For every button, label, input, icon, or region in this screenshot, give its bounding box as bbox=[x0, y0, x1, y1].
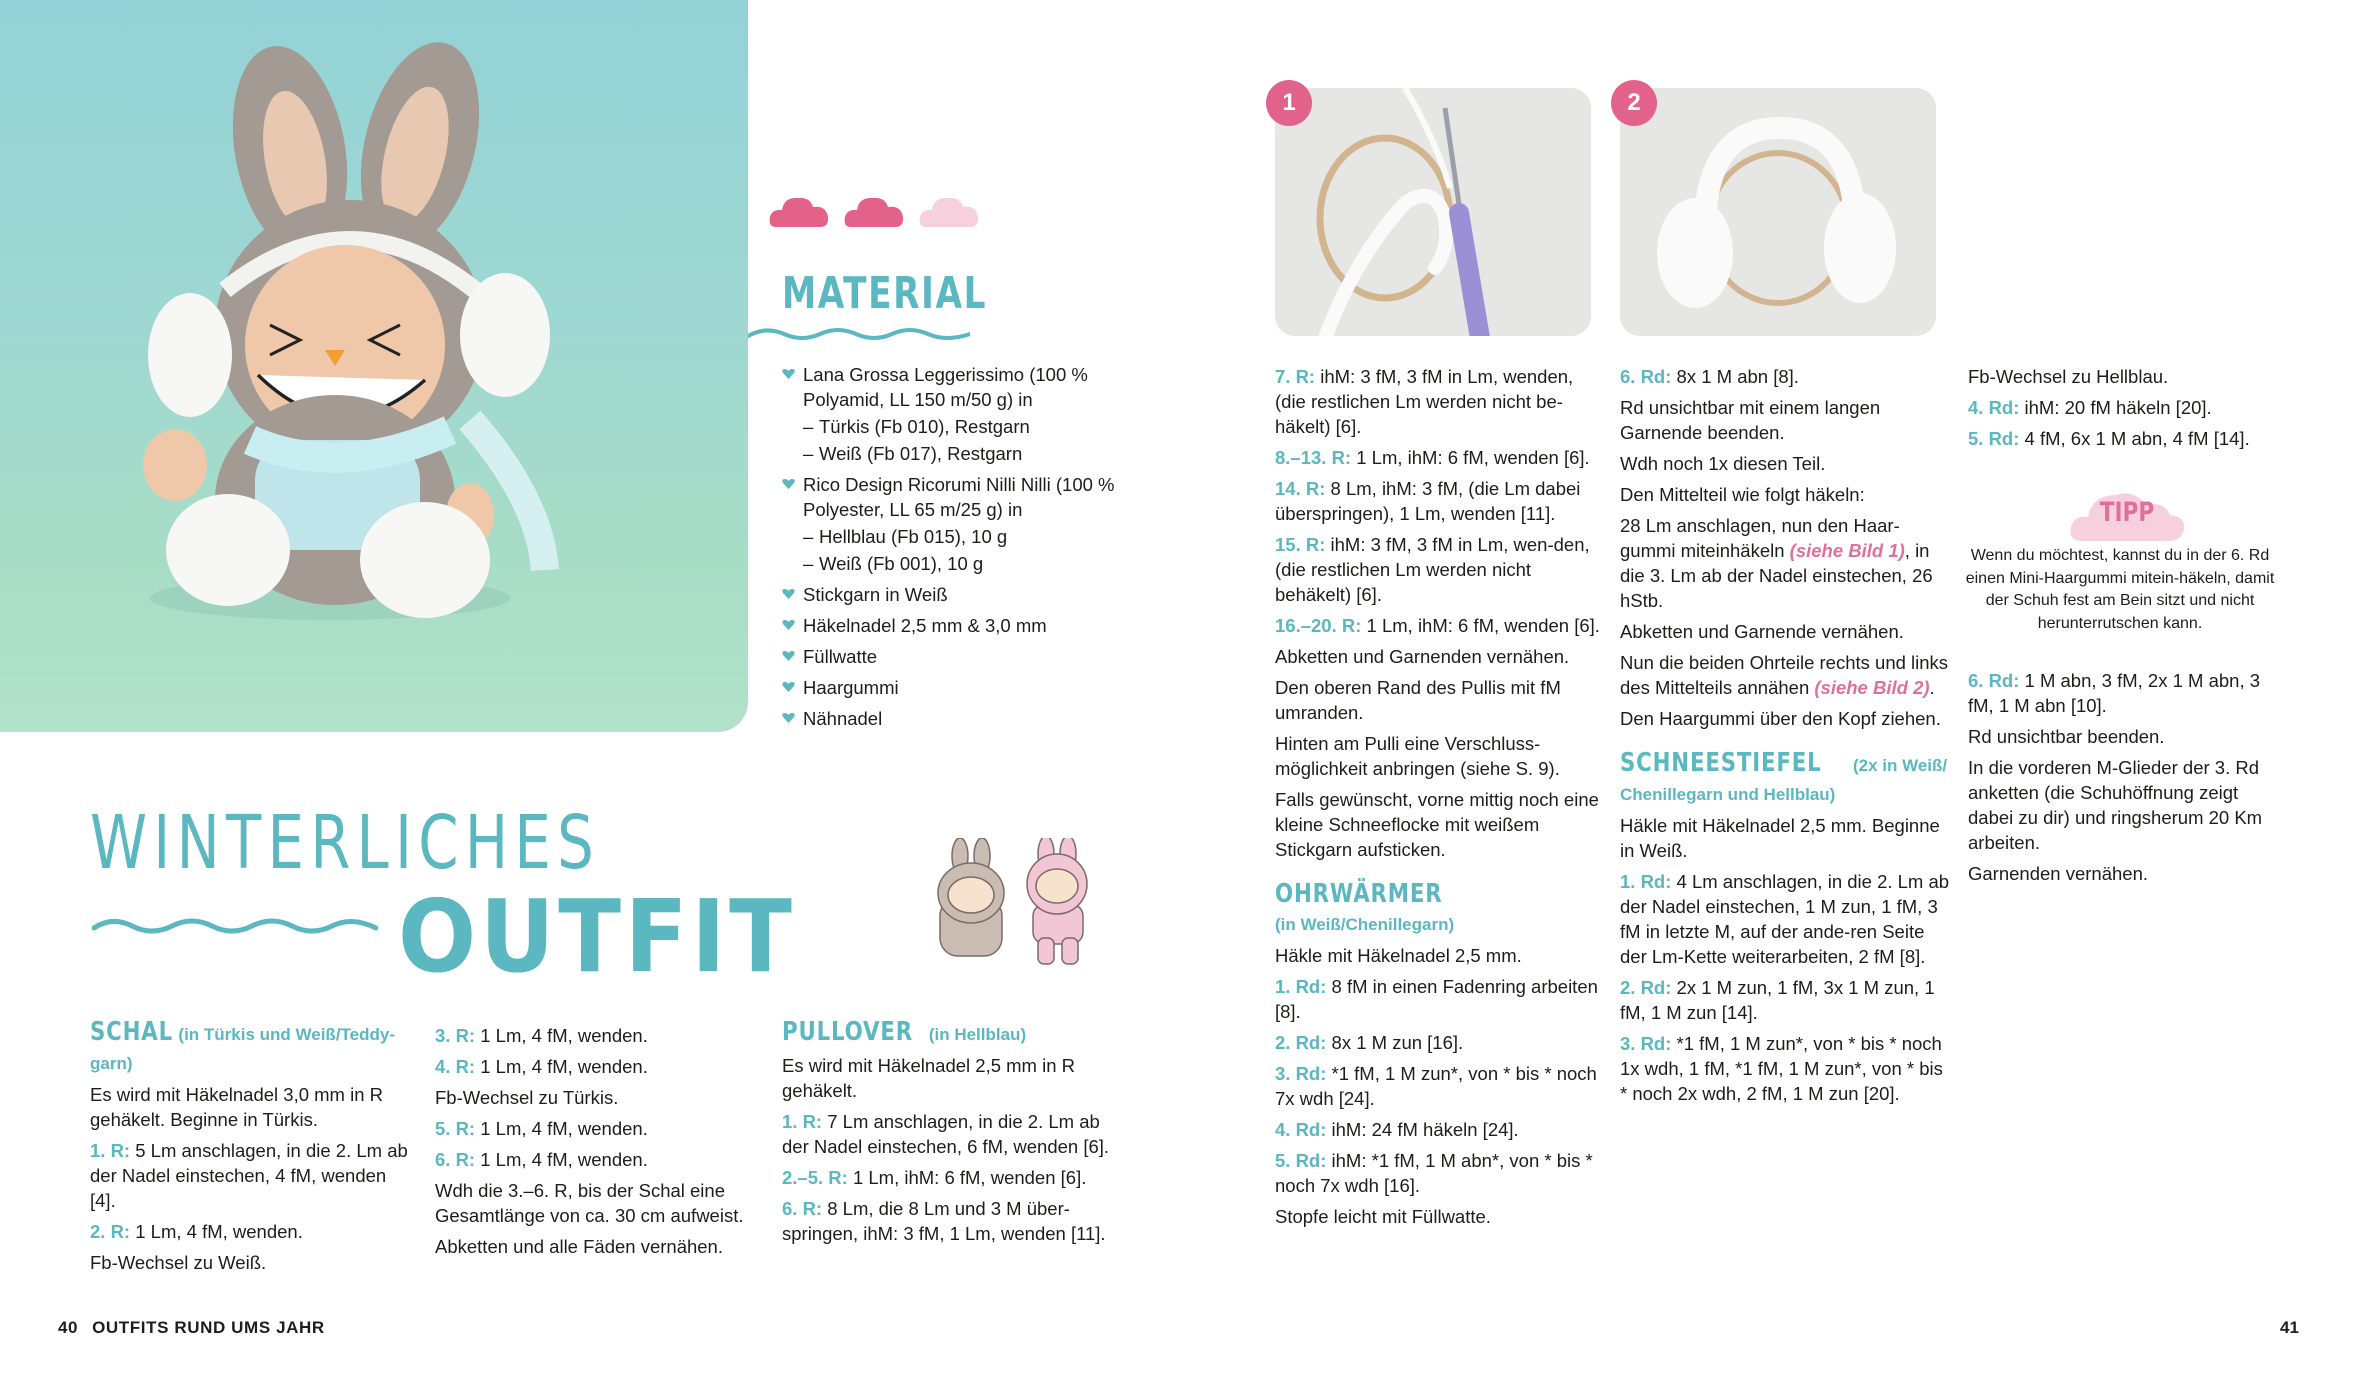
instruction-text: Stopfe leicht mit Füllwatte. bbox=[1275, 1206, 1491, 1227]
instruction-row: 14. R: 8 Lm, ihM: 3 fM, (die Lm dabei überspringen), 1 Lm, wenden [11]. bbox=[1275, 478, 1581, 524]
material-item: Lana Grossa Leggerissimo (100 % Polyamid, LL 150 m/50 g) in – Türkis (Fb 010), Restgarn – Weiß (Fb 017), Restgarn bbox=[782, 362, 1122, 466]
instruction-text: Abketten und Garnenden vernähen. bbox=[1275, 646, 1570, 667]
amigurumi-doll-illustration bbox=[0, 0, 748, 732]
figure-reference-link[interactable]: (siehe Bild 1) bbox=[1789, 540, 1905, 561]
instruction-row: 6. R: 1 Lm, 4 fM, wenden. bbox=[435, 1149, 648, 1170]
section-schneestiefel-cont bbox=[1968, 364, 2288, 457]
instruction-text: Häkle mit Häkelnadel 2,5 mm. bbox=[1275, 945, 1522, 966]
running-footer bbox=[58, 1318, 325, 1338]
instruction-text: Den oberen Rand des Pullis mit fM umranden. bbox=[1275, 677, 1561, 723]
material-item: Füllwatte bbox=[782, 644, 1122, 669]
wave-divider bbox=[92, 914, 378, 938]
figure-reference-link[interactable]: (siehe Bild 2) bbox=[1814, 677, 1930, 698]
page-number: 41 bbox=[2280, 1318, 2299, 1337]
wave-divider bbox=[748, 324, 970, 344]
instruction-text: 28 Lm anschlagen, nun den Haar-gummi miteinhäkeln (siehe Bild 1), in die 3. Lm ab der Nadel einstechen, 26 hStb. bbox=[1620, 515, 1933, 611]
material-subitem: – Weiß (Fb 017), Restgarn bbox=[803, 443, 1023, 464]
section-schal-cont bbox=[435, 1023, 765, 1265]
instruction-row: 1. R: 5 Lm anschlagen, in die 2. Lm ab der Nadel einstechen, 4 fM, wenden [4]. bbox=[90, 1140, 408, 1211]
section-ohrwaermer-cont bbox=[1620, 364, 1952, 1112]
instruction-text: Fb-Wechsel zu Hellblau. bbox=[1968, 366, 2169, 387]
material-item: Häkelnadel 2,5 mm & 3,0 mm bbox=[782, 613, 1122, 638]
instruction-row: 6. Rd: 8x 1 M abn [8]. bbox=[1620, 366, 1799, 387]
heart-bullet-icon bbox=[782, 478, 795, 490]
instruction-row: 3. Rd: *1 fM, 1 M zun*, von * bis * noch 1x wdh, 1 fM, *1 fM, 1 M zun*, von * bis * noch 2x wdh, 2 fM, 1 M zun [20]. bbox=[1620, 1033, 1943, 1104]
instruction-row: 4. R: 1 Lm, 4 fM, wenden. bbox=[435, 1056, 648, 1077]
instruction-text: Häkle mit Häkelnadel 2,5 mm. Beginne in Weiß. bbox=[1620, 815, 1940, 861]
page-title-line2: OUTFIT bbox=[398, 878, 796, 995]
instruction-row: 4. Rd: ihM: 20 fM häkeln [20]. bbox=[1968, 397, 2212, 418]
instruction-row: 5. Rd: ihM: *1 fM, 1 M abn*, von * bis * noch 7x wdh [16]. bbox=[1275, 1150, 1593, 1196]
page-title-line1: WINTERLICHES bbox=[90, 800, 600, 886]
tip-text: Wenn du möchtest, kannst du in der 6. Rd einen Mini-Haargummi mitein-häkeln, damit der Schuh fest am Bein sitzt und nicht herunterrutschen kann. bbox=[1965, 547, 2275, 632]
instruction-row: 2. Rd: 2x 1 M zun, 1 fM, 3x 1 M zun, 1 fM, 1 M zun [14]. bbox=[1620, 977, 1935, 1023]
instruction-text: Es wird mit Häkelnadel 3,0 mm in R gehäkelt. Beginne in Türkis. bbox=[90, 1084, 384, 1130]
doll-sketch-illustration bbox=[930, 838, 1100, 968]
instruction-text: Abketten und Garnende vernähen. bbox=[1620, 621, 1904, 642]
section-heading: PULLOVER (in Hellblau) bbox=[782, 1017, 1027, 1047]
instruction-text: Garnenden vernähen. bbox=[1968, 863, 2148, 884]
instruction-text: Nun die beiden Ohrteile rechts und links des Mittelteils annähen (siehe Bild 2). bbox=[1620, 652, 1949, 698]
instruction-row: 8.–13. R: 1 Lm, ihM: 6 fM, wenden [6]. bbox=[1275, 447, 1590, 468]
cloud-icon-filled bbox=[843, 193, 905, 229]
instruction-row: 1. Rd: 4 Lm anschlagen, in die 2. Lm ab der Nadel einstechen, 1 M zun, 1 fM, 3 fM in letzte M, auf der ande-ren Seite der Lm-Kette weiterarbeiten, 2 fM [8]. bbox=[1620, 871, 1950, 967]
instruction-row: 1. R: 7 Lm anschlagen, in die 2. Lm ab der Nadel einstechen, 6 fM, wenden [6]. bbox=[782, 1111, 1110, 1157]
crochet-hook-hairband-photo bbox=[1275, 88, 1591, 336]
instruction-row: 6. R: 8 Lm, die 8 Lm und 3 M über-springen, ihM: 3 fM, 1 Lm, wenden [11]. bbox=[782, 1198, 1106, 1244]
instruction-text: Fb-Wechsel zu Weiß. bbox=[90, 1252, 267, 1273]
instruction-row: 15. R: ihM: 3 fM, 3 fM in Lm, wen-den, (die restlichen Lm werden nicht behäkelt) [6]. bbox=[1275, 534, 1590, 605]
instruction-text: Hinten am Pulli eine Verschluss-möglichkeit anbringen (siehe S. 9). bbox=[1275, 733, 1560, 779]
cloud-icon-filled bbox=[768, 193, 830, 229]
instruction-text: Wdh noch 1x diesen Teil. bbox=[1620, 453, 1826, 474]
material-list bbox=[782, 362, 1122, 737]
instruction-row: 5. Rd: 4 fM, 6x 1 M abn, 4 fM [14]. bbox=[1968, 428, 2250, 449]
instruction-text: Wdh die 3.–6. R, bis der Schal eine Gesamtlänge von ca. 30 cm aufweist. bbox=[435, 1180, 744, 1226]
instruction-text: Den Mittelteil wie folgt häkeln: bbox=[1620, 484, 1865, 505]
instruction-row: 3. Rd: *1 fM, 1 M zun*, von * bis * noch 7x wdh [24]. bbox=[1275, 1063, 1597, 1109]
instruction-row: 3. R: 1 Lm, 4 fM, wenden. bbox=[435, 1025, 648, 1046]
main-photo-doll bbox=[0, 0, 748, 732]
heart-bullet-icon bbox=[782, 681, 795, 693]
instruction-text: Abketten und alle Fäden vernähen. bbox=[435, 1236, 723, 1257]
running-head: OUTFITS RUND UMS JAHR bbox=[92, 1318, 325, 1337]
section-heading: SCHNEESTIEFEL (2x in Weiß/ Chenillegarn und Hellblau) bbox=[1620, 748, 1948, 804]
material-subitem: – Hellblau (Fb 015), 10 g bbox=[803, 526, 1008, 547]
section-heading: SCHAL (in Türkis und Weiß/Teddy-garn) bbox=[90, 1017, 395, 1073]
material-subitem: – Weiß (Fb 001), 10 g bbox=[803, 553, 984, 574]
instruction-row: 6. Rd: 1 M abn, 3 fM, 2x 1 M abn, 3 fM, 1 M abn [10]. bbox=[1968, 670, 2261, 716]
section-pullover bbox=[782, 1018, 1112, 1252]
material-item: Rico Design Ricorumi Nilli Nilli (100 % Polyester, LL 65 m/25 g) in – Hellblau (Fb 015), 10 g – Weiß (Fb 001), 10 g bbox=[782, 472, 1122, 576]
step-badge-2: 2 bbox=[1611, 80, 1657, 126]
step-badge-1: 1 bbox=[1266, 80, 1312, 126]
instruction-row: 2. Rd: 8x 1 M zun [16]. bbox=[1275, 1032, 1464, 1053]
material-heading: MATERIAL bbox=[782, 268, 988, 319]
heart-bullet-icon bbox=[782, 619, 795, 631]
step-photo-1 bbox=[1275, 88, 1591, 336]
heart-bullet-icon bbox=[782, 588, 795, 600]
instruction-row: 16.–20. R: 1 Lm, ihM: 6 fM, wenden [6]. bbox=[1275, 615, 1600, 636]
earmuffs-photo bbox=[1620, 88, 1936, 336]
instruction-row: 5. R: 1 Lm, 4 fM, wenden. bbox=[435, 1118, 648, 1139]
instruction-text: Den Haargummi über den Kopf ziehen. bbox=[1620, 708, 1941, 729]
instruction-text: Es wird mit Häkelnadel 2,5 mm in R gehäkelt. bbox=[782, 1055, 1076, 1101]
cloud-icon-empty bbox=[918, 193, 980, 229]
instruction-text: Fb-Wechsel zu Türkis. bbox=[435, 1087, 619, 1108]
instruction-row: 2.–5. R: 1 Lm, ihM: 6 fM, wenden [6]. bbox=[782, 1167, 1087, 1188]
tip-label: TIPP bbox=[2099, 497, 2155, 528]
section-schneestiefel-end bbox=[1968, 668, 2288, 892]
instruction-text: Rd unsichtbar beenden. bbox=[1968, 726, 2165, 747]
instruction-row: 1. Rd: 8 fM in einen Fadenring arbeiten [8]. bbox=[1275, 976, 1598, 1022]
section-schal bbox=[90, 1018, 412, 1281]
instruction-row: 7. R: ihM: 3 fM, 3 fM in Lm, wenden, (die restlichen Lm werden nicht be-häkelt) [6]. bbox=[1275, 366, 1574, 437]
material-item: Nähnadel bbox=[782, 706, 1122, 731]
heart-bullet-icon bbox=[782, 368, 795, 380]
heart-bullet-icon bbox=[782, 650, 795, 662]
material-item: Stickgarn in Weiß bbox=[782, 582, 1122, 607]
heart-bullet-icon bbox=[782, 712, 795, 724]
material-item: Haargummi bbox=[782, 675, 1122, 700]
section-pullover-cont bbox=[1275, 364, 1605, 1235]
material-subitem: – Türkis (Fb 010), Restgarn bbox=[803, 416, 1030, 437]
instruction-text: Falls gewünscht, vorne mittig noch eine kleine Schneeflocke mit weißem Stickgarn aufsticken. bbox=[1275, 789, 1599, 860]
section-heading: OHRWÄRMER (in Weiß/Chenillegarn) bbox=[1275, 879, 1455, 934]
instruction-text: In die vorderen M-Glieder der 3. Rd anketten (die Schuhöffnung zeigt dabei zu dir) und ringsherum 20 Km arbeiten. bbox=[1968, 757, 2263, 853]
page-number: 40 bbox=[58, 1318, 79, 1337]
instruction-row: 4. Rd: ihM: 24 fM häkeln [24]. bbox=[1275, 1119, 1519, 1140]
instruction-text: Rd unsichtbar mit einem langen Garnende beenden. bbox=[1620, 397, 1881, 443]
step-photo-2 bbox=[1620, 88, 1936, 336]
instruction-row: 2. R: 1 Lm, 4 fM, wenden. bbox=[90, 1221, 303, 1242]
